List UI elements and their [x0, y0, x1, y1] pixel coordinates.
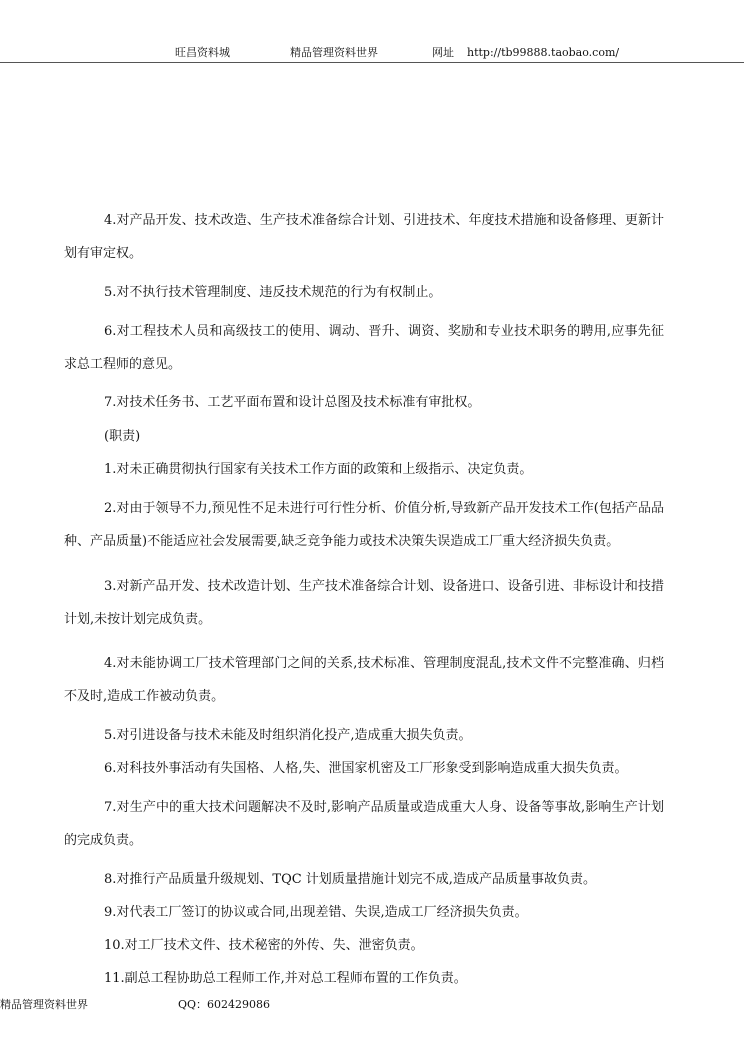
page-header: [0, 0, 744, 63]
footer-qq: QQ：602429086: [178, 998, 271, 1011]
paragraph-authority-6: 6.对工程技术人员和高级技工的使用、调动、晋升、调资、奖励和专业技术职务的聘用,应事先征求总工程师的意见。: [64, 323, 664, 372]
paragraph-authority-4: 4.对产品开发、技术改造、生产技术准备综合计划、引进技术、年度技术措施和设备修理、更新计划有审定权。: [64, 213, 664, 262]
paragraph-duty-4: 4.对未能协调工厂技术管理部门之间的关系,技术标准、管理制度混乱,技术文件不完整准确、归档不及时,造成工作被动负责。: [64, 656, 664, 705]
paragraph-duty-2: 2.对由于领导不力,预见性不足未进行可行性分析、价值分析,导致新产品开发技术工作(包括产品品种、产品质量)不能适应社会发展需要,缺乏竞争能力或技术决策失误造成工厂重大经济损失负责。: [64, 500, 664, 550]
paragraph-duty-11: 11.副总工程协助总工程师工作,并对总工程师布置的工作负责。: [104, 971, 467, 987]
paragraph-duty-8: 8.对推行产品质量升级规划、TQC 计划质量措施计划完不成,造成产品质量事故负责。: [104, 871, 596, 887]
paragraph-duty-9: 9.对代表工厂签订的协议或合同,出现差错、失误,造成工厂经济损失负责。: [104, 904, 528, 920]
paragraph-duty-5: 5.对引进设备与技术未能及时组织消化投产,造成重大损失负责。: [104, 727, 472, 743]
document-body: [64, 204, 664, 1001]
paragraph-duty-3: 3.对新产品开发、技术改造计划、生产技术准备综合计划、设备进口、设备引进、非标设计和技措计划,未按计划完成负责。: [64, 578, 664, 627]
paragraph-authority-5: 5.对不执行技术管理制度、违反技术规范的行为有权制止。: [104, 284, 442, 300]
page-footer: [0, 992, 744, 1012]
header-url-link[interactable]: http://tb99888.taobao.com/: [467, 46, 620, 59]
header-world-title: 精品管理资料世界: [290, 46, 378, 59]
paragraph-duty-10: 10.对工厂技术文件、技术秘密的外传、失、泄密负责。: [104, 938, 424, 954]
footer-world-title: 精品管理资料世界: [0, 998, 88, 1011]
section-heading-duties: (职责): [104, 428, 141, 444]
paragraph-authority-7: 7.对技术任务书、工艺平面布置和设计总图及技术标准有审批权。: [104, 395, 481, 411]
paragraph-duty-6: 6.对科技外事活动有失国格、人格,失、泄国家机密及工厂形象受到影响造成重大损失负责。: [104, 760, 628, 776]
header-site-name: 旺昌资料城: [175, 46, 230, 59]
header-url-label: 网址: [432, 46, 454, 59]
paragraph-duty-1: 1.对未正确贯彻执行国家有关技术工作方面的政策和上级指示、决定负责。: [104, 461, 533, 477]
paragraph-duty-7: 7.对生产中的重大技术问题解决不及时,影响产品质量或造成重大人身、设备等事故,影响生产计划的完成负责。: [64, 800, 664, 849]
